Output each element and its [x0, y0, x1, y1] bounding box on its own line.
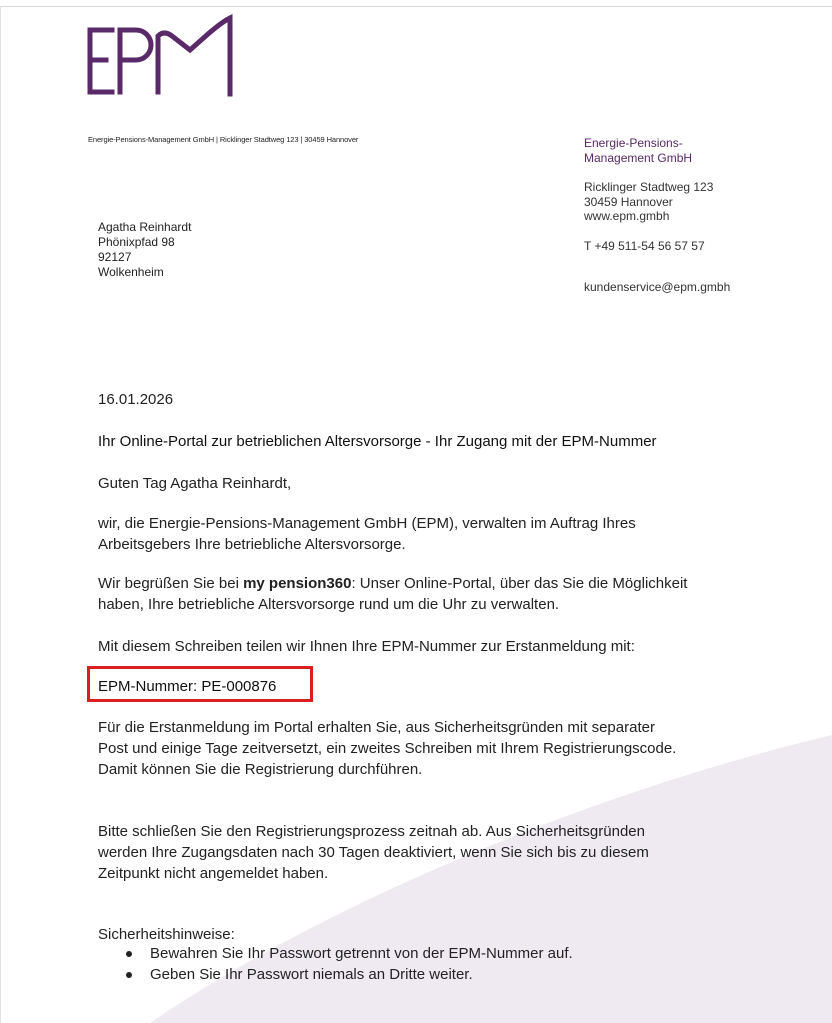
epm-number-value: PE-000876	[201, 678, 277, 695]
company-contact-block	[584, 136, 730, 295]
epm-number-label: EPM-Nummer:	[98, 678, 198, 695]
paragraph-portal	[98, 573, 687, 615]
paragraph-portal-line	[98, 573, 687, 594]
letter-date: 16.01.2026	[98, 391, 174, 408]
paragraph-deadline	[98, 821, 649, 884]
recipient-name: Agatha Reinhardt	[98, 220, 192, 234]
paragraph-deadline-line: werden Ihre Zugangsdaten nach 30 Tagen deaktiviert, wenn Sie sich bis zu diesem	[98, 844, 649, 861]
safety-heading: Sicherheitshinweise:	[98, 926, 235, 943]
paragraph-intro-line: wir, die Energie-Pensions-Management GmbH (EPM), verwalten im Auftrag Ihres	[98, 515, 636, 532]
paragraph-deadline-line: Bitte schließen Sie den Registrierungsprozess zeitnah ab. Aus Sicherheitsgründen	[98, 823, 645, 840]
paragraph-deadline-line: Zeitpunkt nicht angemeldet haben.	[98, 865, 329, 882]
paragraph-registration	[98, 717, 676, 780]
company-name-line2: Management GmbH	[584, 150, 693, 165]
bullet-icon	[126, 951, 132, 957]
company-city: 30459 Hannover	[584, 194, 673, 209]
portal-text: : Unser Online-Portal, über das Sie die Möglichkeit	[351, 575, 688, 592]
paragraph-registration-line: Für die Erstanmeldung im Portal erhalten Sie, aus Sicherheitsgründen mit separater	[98, 719, 655, 736]
epm-logo	[82, 14, 238, 98]
safety-item-text: Geben Sie Ihr Passwort niemals an Dritte weiter.	[150, 966, 473, 983]
company-street: Ricklinger Stadtweg 123	[584, 180, 714, 194]
paragraph-intro	[98, 513, 636, 555]
paragraph-epm-intro: Mit diesem Schreiben teilen wir Ihnen Ihre EPM-Nummer zur Erstanmeldung mit:	[98, 638, 635, 655]
portal-name: my pension360	[243, 575, 352, 592]
letter-subject: Ihr Online-Portal zur betrieblichen Altersvorsorge - Ihr Zugang mit der EPM-Nummer	[98, 433, 657, 450]
safety-item-text: Bewahren Sie Ihr Passwort getrennt von der EPM-Nummer auf.	[150, 945, 573, 962]
recipient-zip: 92127	[98, 250, 132, 264]
sender-address-line: Energie-Pensions-Management GmbH | Ricklinger Stadtweg 123 | 30459 Hannover	[88, 135, 359, 144]
portal-text: Wir begrüßen Sie bei	[98, 575, 244, 592]
company-email: kundenservice@epm.gmbh	[584, 280, 731, 294]
letter-greeting: Guten Tag Agatha Reinhardt,	[98, 475, 292, 492]
safety-list-item	[126, 943, 573, 964]
paragraph-registration-line: Damit können Sie die Registrierung durchführen.	[98, 761, 423, 778]
epm-number-line	[98, 676, 276, 697]
safety-list	[126, 943, 573, 985]
recipient-street: Phönixpfad 98	[98, 235, 175, 249]
recipient-city: Wolkenheim	[98, 265, 164, 279]
safety-list-item	[126, 964, 573, 985]
company-website: www.epm.gmbh	[584, 209, 670, 223]
company-phone: T +49 511-54 56 57 57	[584, 238, 705, 253]
recipient-address	[98, 220, 191, 280]
paragraph-portal-line: haben, Ihre betriebliche Altersvorsorge rund um die Uhr zu verwalten.	[98, 596, 560, 613]
paragraph-intro-line: Arbeitsgebers Ihre betriebliche Altersvorsorge.	[98, 536, 406, 553]
bullet-icon	[126, 972, 132, 978]
paragraph-registration-line: Post und einige Tage zeitversetzt, ein zweites Schreiben mit Ihrem Registrierungscode.	[98, 740, 677, 757]
company-name-line1: Energie-Pensions-	[584, 136, 683, 150]
